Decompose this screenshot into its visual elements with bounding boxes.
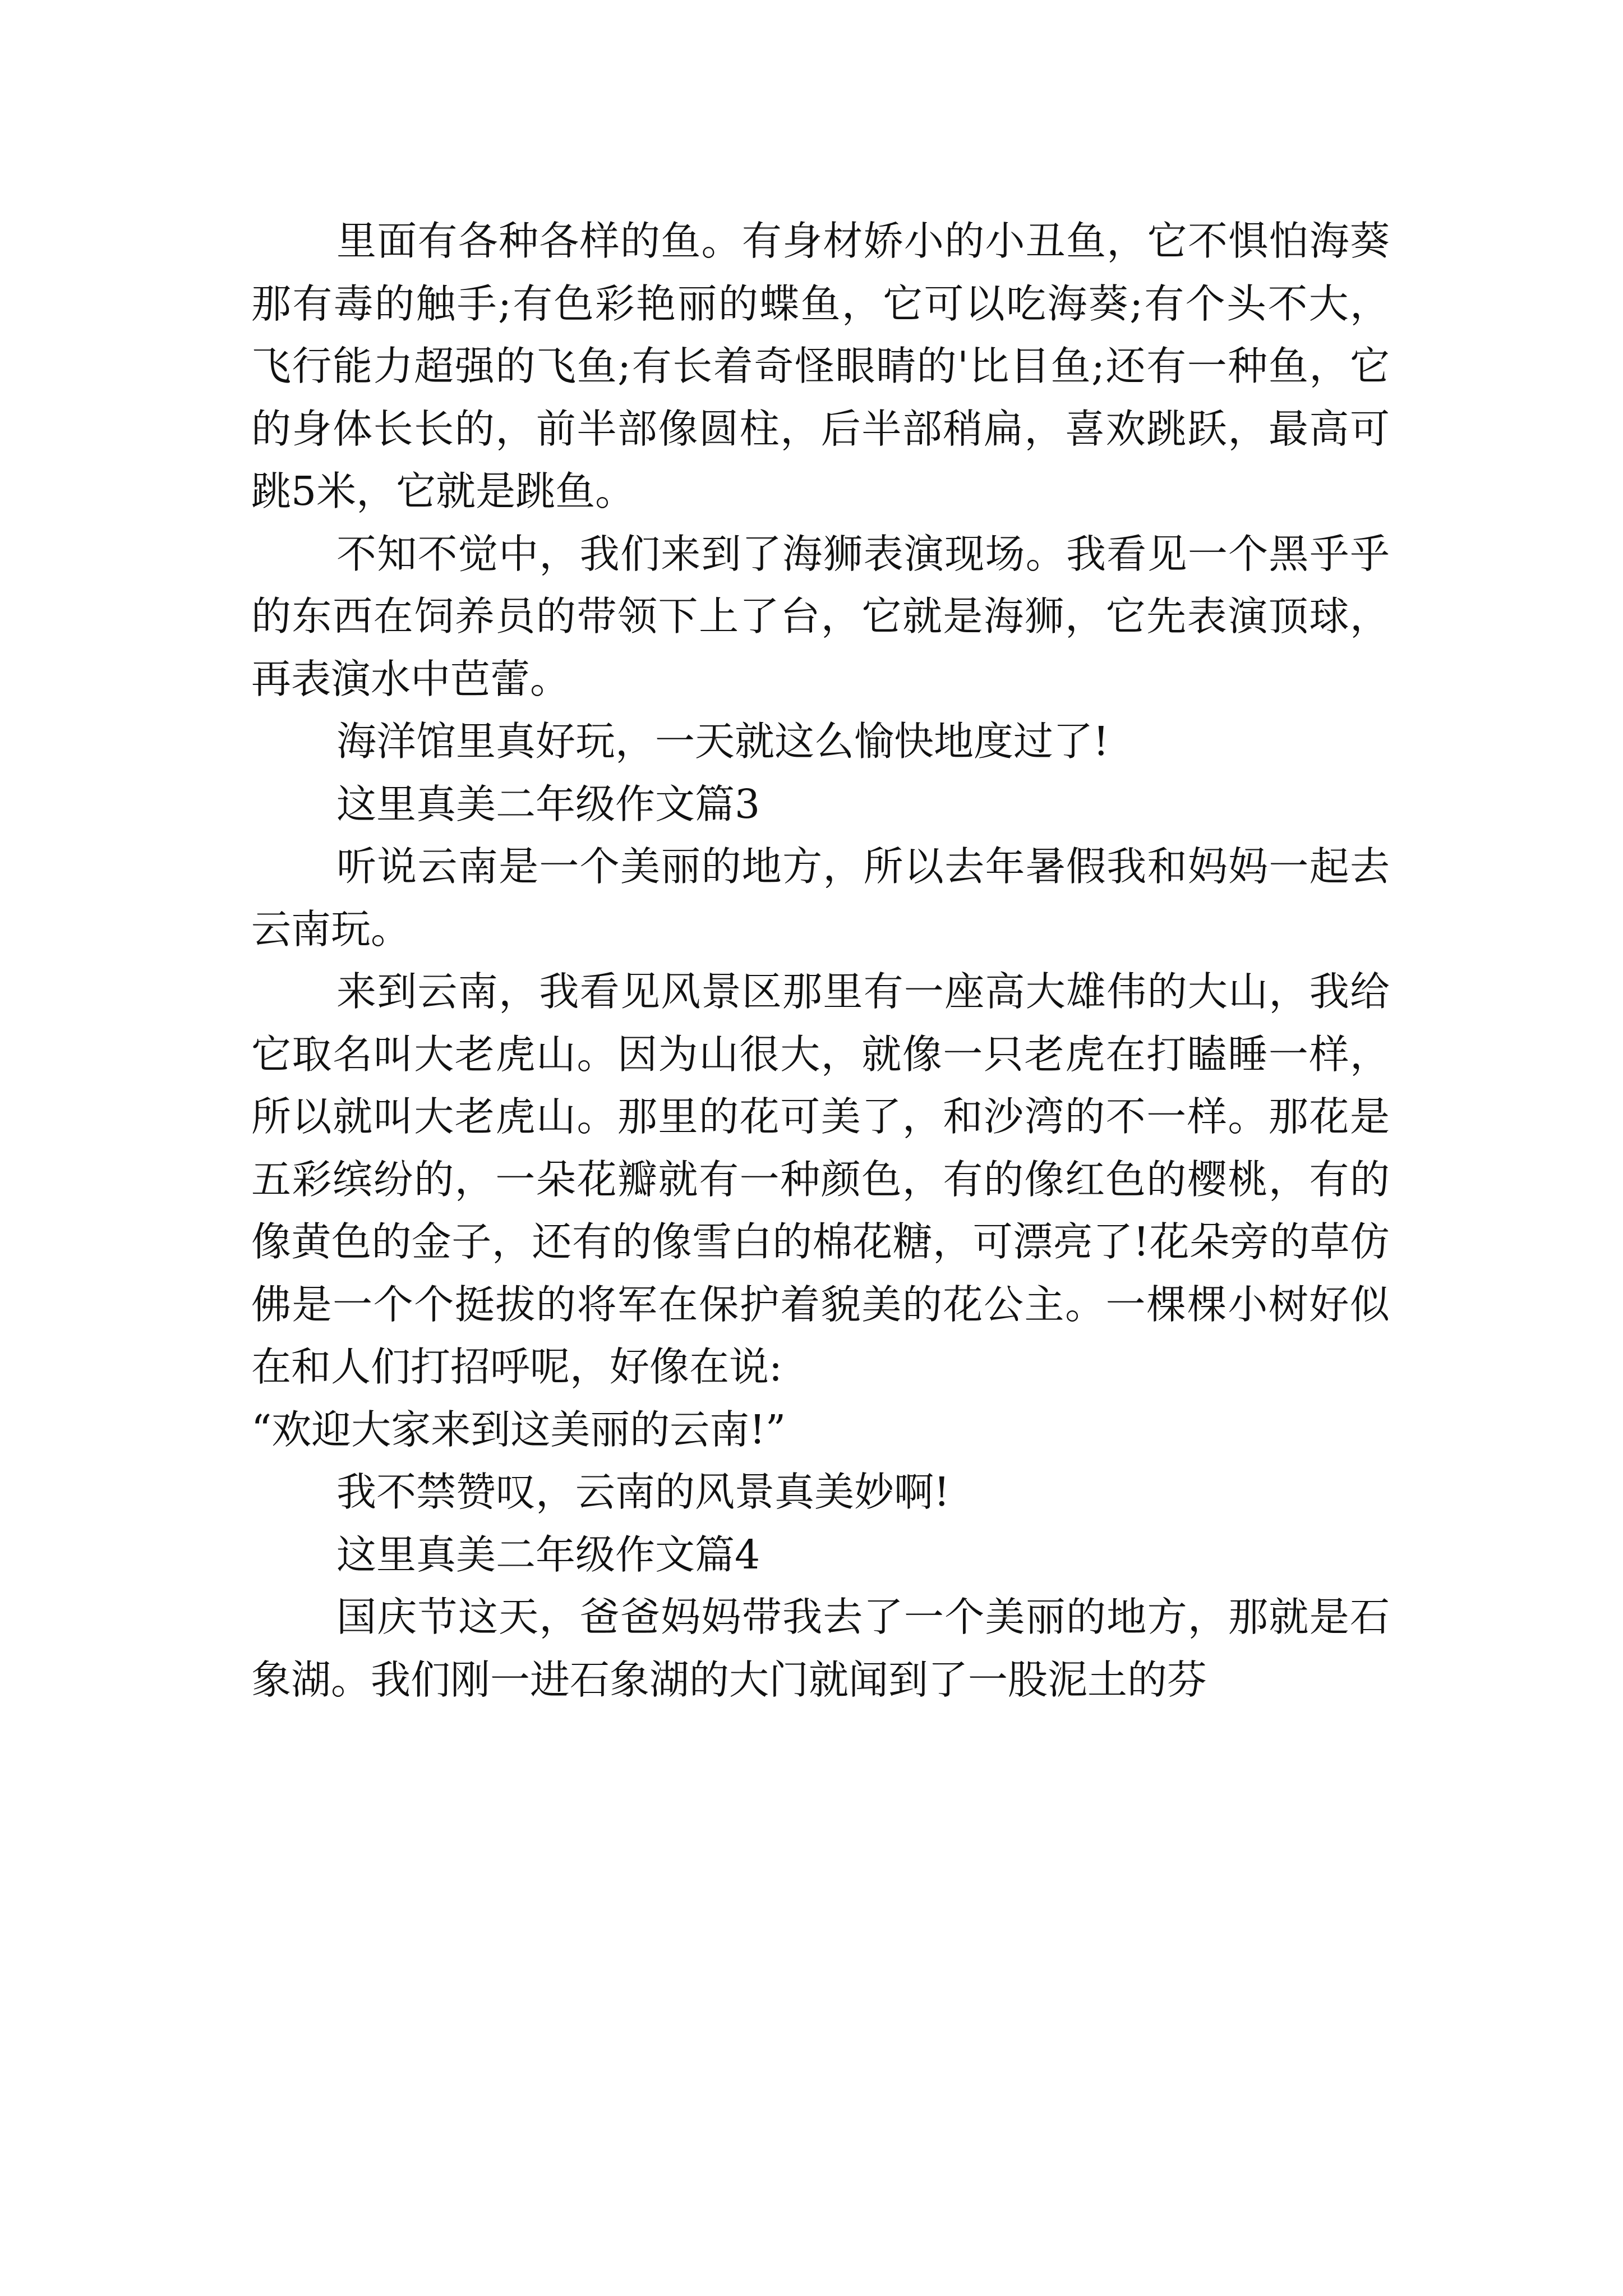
paragraph-fish: 里面有各种各样的鱼。有身材娇小的小丑鱼，它不惧怕海葵那有毒的触手;有色彩艳丽的蝶鱼，它可以吃海葵;有个头不大，飞行能力超强的飞鱼;有长着奇怪眼睛的'比目鱼;还有一种鱼，它的身体长长的，前半部像圆柱，后半部稍扁，喜欢跳跃，最高可跳5米，它就是跳鱼。 (251, 218, 1390, 514)
document-body (251, 210, 1390, 1711)
paragraph-yunnan-praise: 我不禁赞叹，云南的风景真美妙啊! (336, 1469, 950, 1515)
paragraph-aquarium-fun: 海洋馆里真好玩，一天就这么愉快地度过了! (336, 718, 1109, 765)
paragraph-welcome-quote: “欢迎大家来到这美丽的云南!” (251, 1406, 786, 1453)
paragraph-sea-lion-show: 不知不觉中，我们来到了海狮表演现场。我看见一个黑乎乎的东西在饲养员的带领下上了台，它就是海狮，它先表演顶球，再表演水中芭蕾。 (251, 530, 1390, 702)
paragraph-yunnan-intro: 听说云南是一个美丽的地方，所以去年暑假我和妈妈一起去云南玩。 (251, 843, 1390, 953)
section-heading-3: 这里真美二年级作文篇3 (336, 780, 760, 827)
paragraph-national-day: 国庆节这天，爸爸妈妈带我去了一个美丽的地方，那就是石象湖。我们刚一进石象湖的大门就闻到了一股泥土的芬 (251, 1594, 1390, 1703)
section-heading-4: 这里真美二年级作文篇4 (336, 1531, 760, 1578)
paragraph-yunnan-scenery: 来到云南，我看见风景区那里有一座高大雄伟的大山，我给它取名叫大老虎山。因为山很大，就像一只老虎在打瞌睡一样，所以就叫大老虎山。那里的花可美了，和沙湾的不一样。那花是五彩缤纷的，一朵花瓣就有一种颜色，有的像红色的樱桃，有的像黄色的金子，还有的像雪白的棉花糖，可漂亮了!花朵旁的草仿佛是一个个挺拔的将军在保护着貌美的花公主。一棵棵小树好似在和人们打招呼呢，好像在说: (251, 968, 1390, 1390)
